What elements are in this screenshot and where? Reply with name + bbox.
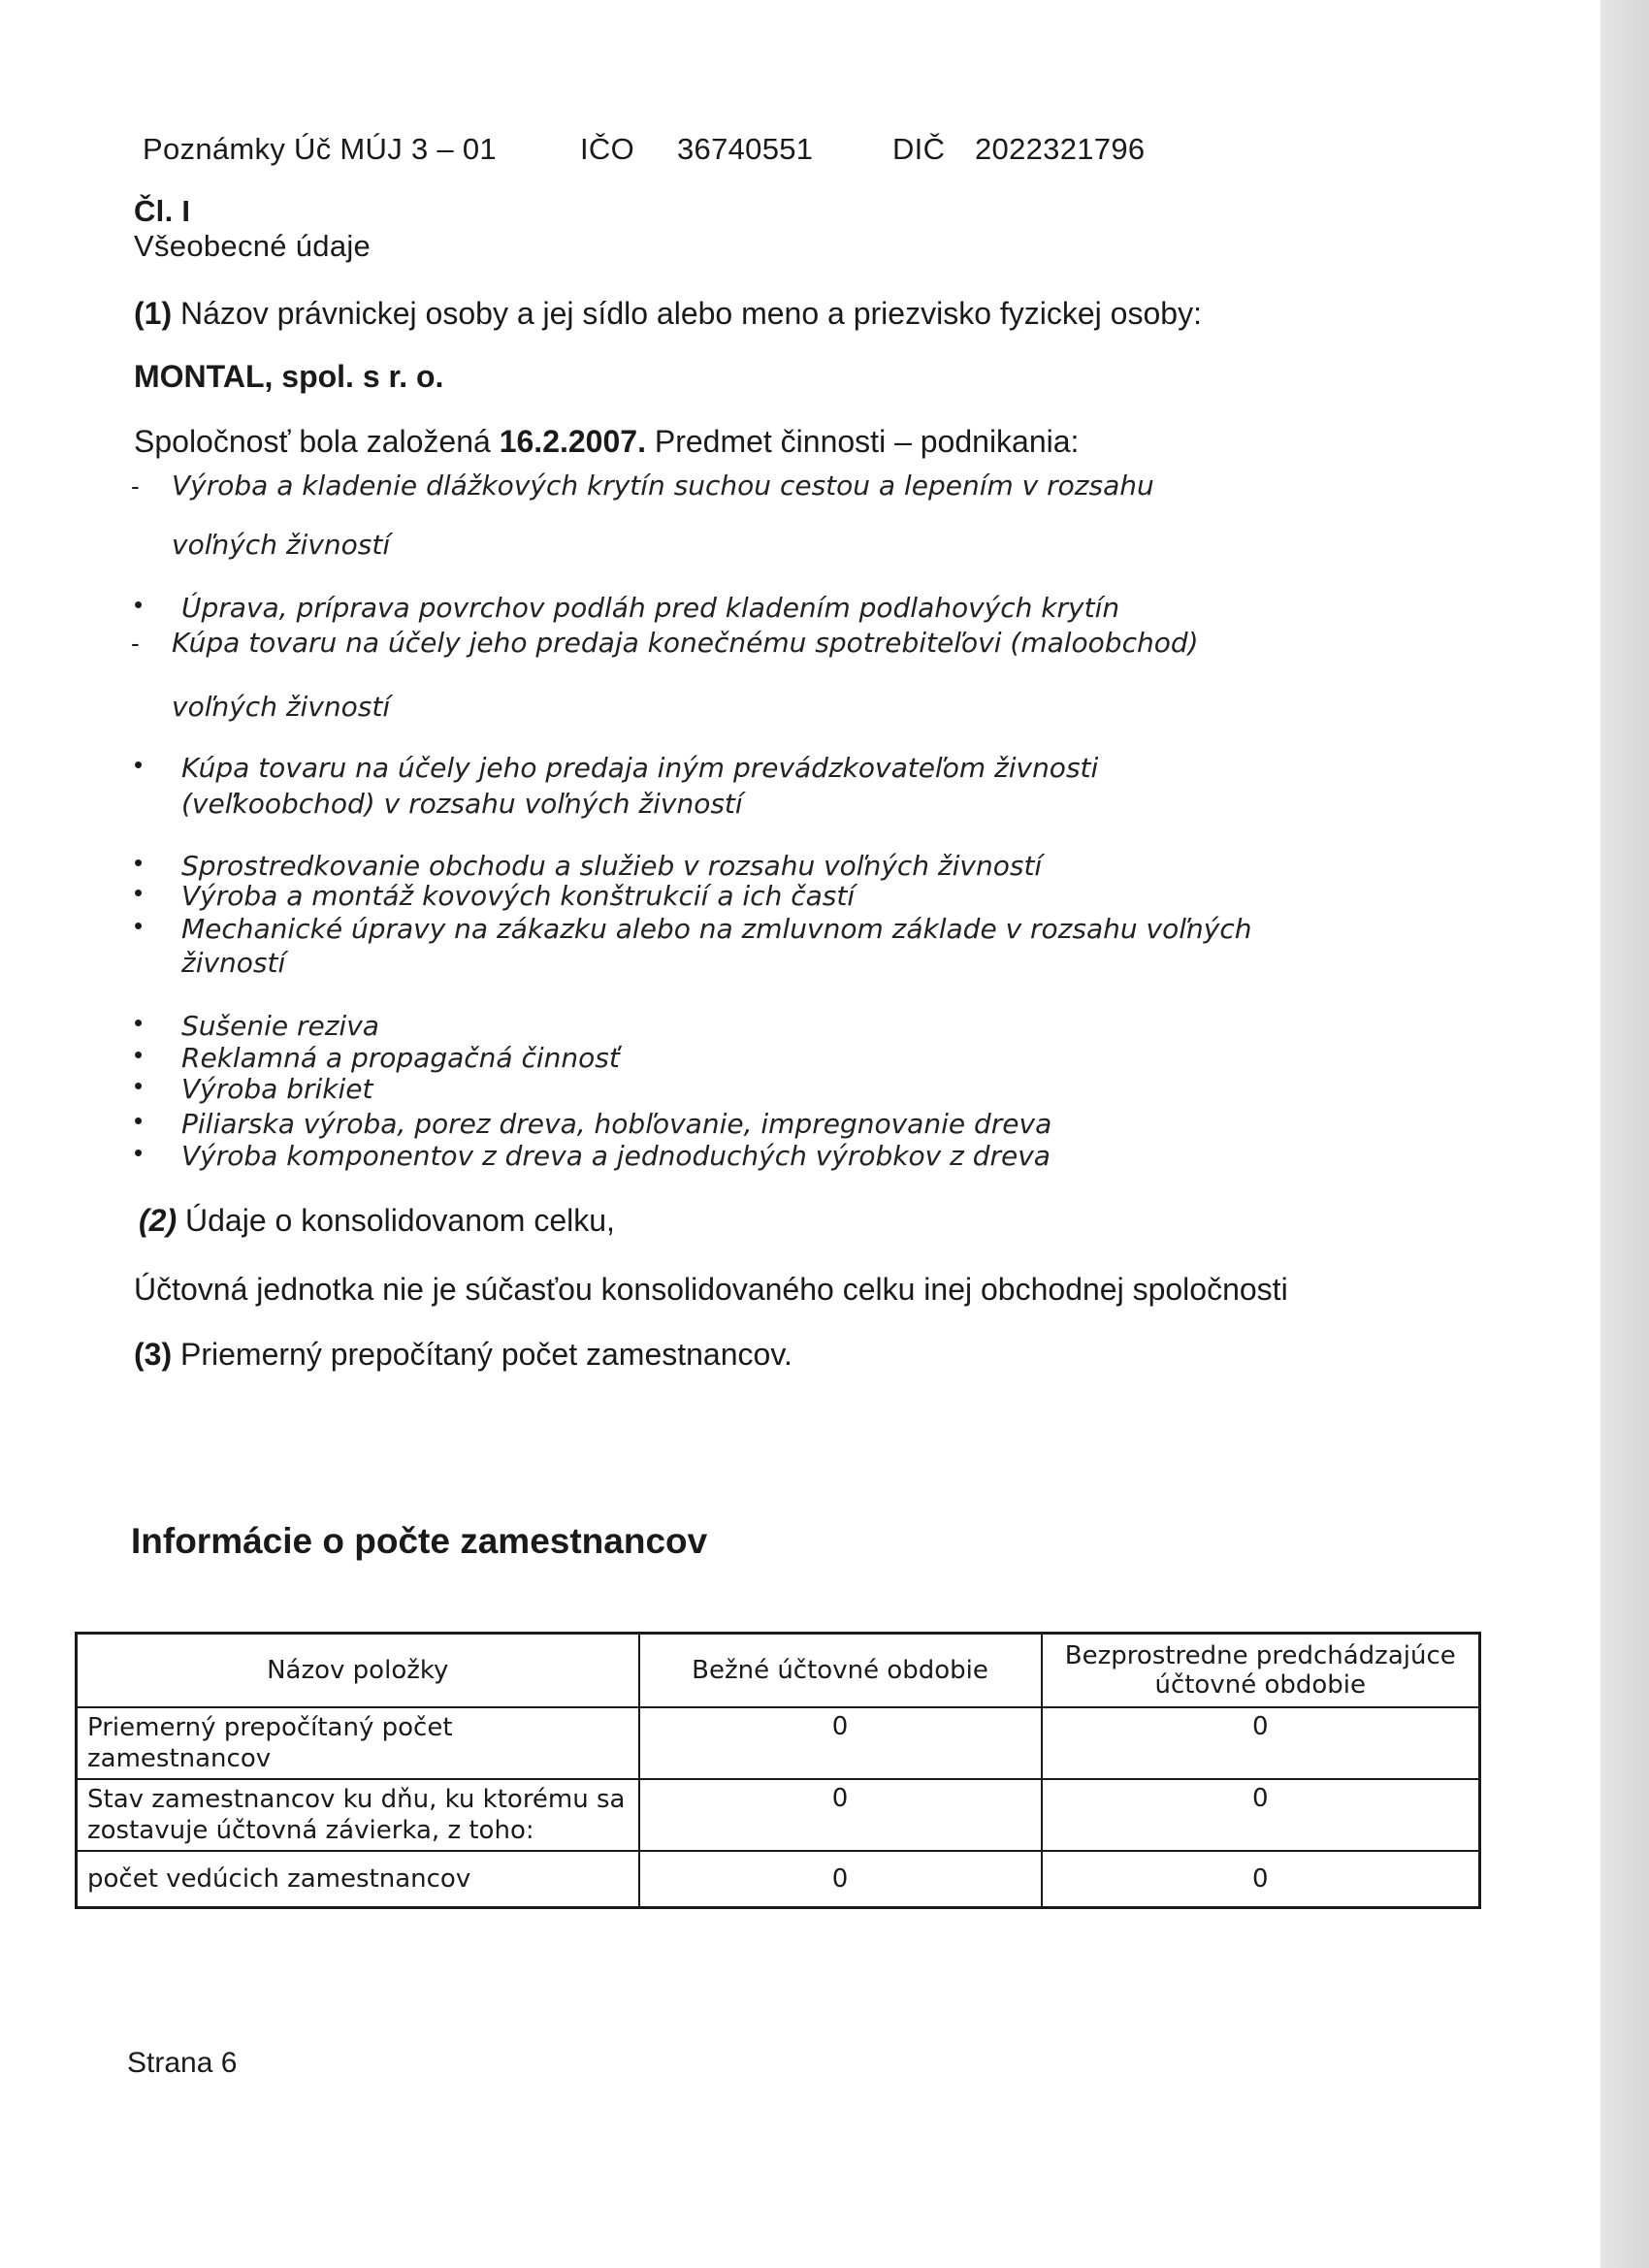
- item1-text: [134, 296, 1202, 332]
- row-previous-value: 0: [1042, 1779, 1480, 1851]
- table-row: [77, 1851, 1480, 1908]
- row-label: počet vedúcich zamestnancov: [77, 1851, 639, 1908]
- column-header-previous: Bezprostredne predchádzajúce účtovné obdobie: [1042, 1634, 1480, 1708]
- article-title: Všeobecné údaje: [134, 229, 372, 263]
- activity-item: Výroba brikiet: [181, 1073, 373, 1105]
- activity-item-continuation: (veľkoobchod) v rozsahu voľných živností: [181, 788, 743, 820]
- item1-label: Názov právnickej osoby a jej sídlo alebo meno a priezvisko fyzickej osoby:: [180, 296, 1202, 331]
- activity-item: Sprostredkovanie obchodu a služieb v rozsahu voľných živností: [181, 850, 1043, 882]
- item3-number: (3): [134, 1337, 173, 1372]
- company-name: MONTAL, spol. s r. o.: [134, 359, 444, 394]
- row-current-value: 0: [639, 1779, 1042, 1851]
- table-row: [77, 1779, 1480, 1851]
- row-previous-value: 0: [1042, 1707, 1480, 1779]
- bullet-marker: •: [134, 750, 144, 779]
- dic-value: 2022321796: [975, 132, 1146, 166]
- bullet-marker: •: [134, 911, 144, 940]
- dash-marker: -: [131, 629, 140, 658]
- column-header-name: Názov položky: [77, 1634, 639, 1708]
- row-current-value: 0: [639, 1707, 1042, 1779]
- activity-label: Predmet činnosti – podnikania:: [654, 424, 1080, 459]
- bullet-marker: •: [134, 590, 144, 619]
- table-row: [77, 1707, 1480, 1779]
- employees-table: [75, 1632, 1481, 1909]
- founding-line: [134, 424, 1079, 460]
- activity-item-continuation: voľných živností: [172, 691, 391, 723]
- dic-label: DIČ: [892, 132, 946, 166]
- consolidation-detail: Účtovná jednotka nie je súčasťou konsolidovaného celku inej obchodnej spoločnosti: [134, 1272, 1288, 1307]
- row-label: Priemerný prepočítaný počet zamestnancov: [77, 1707, 639, 1779]
- activity-item-continuation: živností: [181, 947, 286, 979]
- scan-edge: [1600, 0, 1649, 2268]
- dash-marker: -: [131, 471, 140, 501]
- activity-item: Mechanické úpravy na zákazku alebo na zmluvnom základe v rozsahu voľných: [181, 913, 1252, 945]
- activity-item: Kúpa tovaru na účely jeho predaja konečnému spotrebiteľovi (maloobchod): [172, 627, 1199, 659]
- activity-item: Reklamná a propagačná činnosť: [181, 1042, 620, 1074]
- bullet-marker: •: [134, 848, 144, 877]
- row-label: Stav zamestnancov ku dňu, ku ktorému sa zostavuje účtovná závierka, z toho:: [77, 1779, 639, 1851]
- bullet-marker: •: [134, 1040, 144, 1069]
- item2-text: [139, 1203, 615, 1239]
- article-number: Čl. I: [134, 194, 191, 228]
- item2-label: Údaje o konsolidovanom celku,: [185, 1203, 615, 1238]
- founded-date: 16.2.2007.: [499, 424, 646, 459]
- bullet-marker: •: [134, 1106, 144, 1135]
- activity-item: Výroba a kladenie dlážkových krytín suchou cestou a lepením v rozsahu: [172, 470, 1154, 502]
- page-number: Strana 6: [127, 2047, 238, 2079]
- doc-header-title: Poznámky Úč MÚJ 3 – 01: [143, 132, 497, 166]
- row-previous-value: 0: [1042, 1851, 1480, 1908]
- activity-item: Kúpa tovaru na účely jeho predaja iným prevádzkovateľom živnosti: [181, 752, 1099, 784]
- bullet-marker: •: [134, 1138, 144, 1167]
- activity-item: Výroba komponentov z dreva a jednoduchých výrobkov z dreva: [181, 1140, 1051, 1172]
- column-header-current: Bežné účtovné obdobie: [639, 1634, 1042, 1708]
- table-header-row: [77, 1634, 1480, 1708]
- bullet-marker: •: [134, 878, 144, 907]
- ico-value: 36740551: [677, 132, 814, 166]
- item2-number: (2): [139, 1203, 178, 1238]
- employees-heading: Informácie o počte zamestnancov: [131, 1521, 708, 1561]
- founded-prefix: Spoločnosť bola založená: [134, 424, 491, 459]
- bullet-marker: •: [134, 1071, 144, 1100]
- ico-label: IČO: [580, 132, 635, 166]
- activity-item: Úprava, príprava povrchov podláh pred kladením podlahových krytín: [181, 592, 1120, 624]
- activity-item-continuation: voľných živností: [172, 529, 391, 561]
- item3-label: Priemerný prepočítaný počet zamestnancov.: [180, 1337, 792, 1372]
- item3-text: [134, 1337, 792, 1373]
- activity-item: Výroba a montáž kovových konštrukcií a ich častí: [181, 880, 856, 912]
- activity-item: Sušenie reziva: [181, 1010, 379, 1042]
- activity-item: Piliarska výroba, porez dreva, hobľovanie, impregnovanie dreva: [181, 1108, 1052, 1140]
- row-current-value: 0: [639, 1851, 1042, 1908]
- item1-number: (1): [134, 296, 173, 331]
- bullet-marker: •: [134, 1008, 144, 1037]
